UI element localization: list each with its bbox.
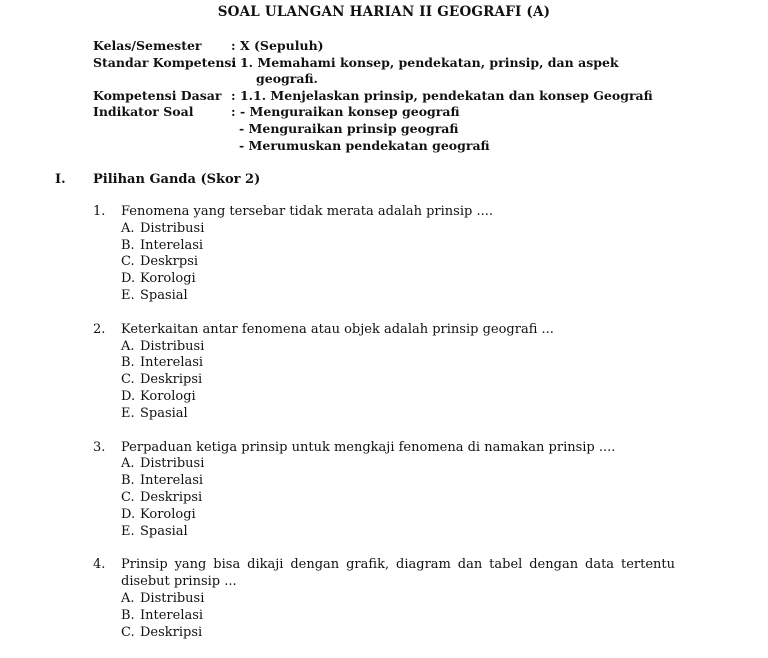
option-letter: C. bbox=[121, 489, 135, 505]
answer-options bbox=[93, 339, 675, 423]
question-text: Prinsip yang bisa dikaji dengan grafik, diagram dan tabel dengan data tertentu disebut prinsip ... bbox=[121, 557, 675, 590]
option-text: Korologi bbox=[140, 388, 196, 404]
option-letter: D. bbox=[121, 388, 136, 404]
option-text: Distribusi bbox=[140, 590, 205, 606]
option-text: Spasial bbox=[140, 405, 188, 421]
kompetensi-dasar-row bbox=[93, 88, 653, 105]
answer-option bbox=[121, 473, 675, 490]
option-letter: D. bbox=[121, 506, 136, 522]
question-item bbox=[93, 557, 675, 641]
answer-option bbox=[121, 507, 675, 524]
question-item bbox=[93, 204, 675, 305]
document-title: SOAL ULANGAN HARIAN II GEOGRAFI (A) bbox=[217, 4, 551, 20]
section-title: Pilihan Ganda (Skor 2) bbox=[93, 172, 261, 187]
option-text: Interelasi bbox=[140, 607, 204, 623]
standar-kompetensi-row bbox=[93, 55, 653, 72]
option-letter: D. bbox=[121, 271, 136, 287]
option-text: Deskripsi bbox=[140, 372, 203, 388]
option-letter: A. bbox=[121, 338, 135, 354]
question-item bbox=[93, 440, 675, 541]
section-number: I. bbox=[55, 172, 66, 187]
option-text: Deskrpsi bbox=[140, 254, 199, 270]
answer-options bbox=[93, 221, 675, 305]
indikator-soal-row bbox=[93, 104, 653, 121]
answer-option bbox=[121, 271, 675, 288]
question-text: Keterkaitan antar fenomena atau objek adalah prinsip geografi ... bbox=[121, 321, 554, 337]
kelas-row bbox=[93, 38, 653, 55]
option-text: Interelasi bbox=[140, 355, 204, 371]
question-item bbox=[93, 322, 675, 423]
indikator-soal-value: : - Menguraikan konsep geografi bbox=[231, 104, 460, 120]
indikator-item-3: - Merumuskan pendekatan geografi bbox=[239, 137, 490, 153]
option-letter: C. bbox=[121, 624, 135, 640]
question-number: 3. bbox=[93, 439, 106, 455]
option-text: Spasial bbox=[140, 523, 188, 539]
answer-options bbox=[93, 456, 675, 540]
option-text: Interelasi bbox=[140, 237, 204, 253]
answer-option bbox=[121, 524, 675, 541]
option-letter: B. bbox=[121, 607, 135, 623]
answer-option bbox=[121, 406, 675, 423]
answer-option bbox=[121, 389, 675, 406]
question-number: 2. bbox=[93, 321, 106, 337]
option-text: Deskripsi bbox=[140, 624, 203, 640]
question-text: Fenomena yang tersebar tidak merata adalah prinsip .... bbox=[121, 204, 493, 219]
answer-option bbox=[121, 355, 675, 372]
option-text: Deskripsi bbox=[140, 489, 203, 505]
option-letter: A. bbox=[121, 456, 135, 472]
answer-option bbox=[121, 339, 675, 356]
question-list bbox=[93, 204, 675, 658]
question-stem bbox=[93, 204, 675, 221]
standar-kompetensi-continuation: geografi. bbox=[256, 71, 318, 87]
answer-option bbox=[121, 288, 675, 305]
option-text: Distribusi bbox=[140, 338, 205, 354]
option-letter: E. bbox=[121, 523, 135, 539]
kelas-value: : X (Sepuluh) bbox=[231, 38, 324, 53]
answer-option bbox=[121, 254, 675, 271]
answer-option bbox=[121, 238, 675, 255]
question-stem bbox=[93, 557, 675, 591]
question-number: 4. bbox=[93, 557, 106, 573]
question-number: 1. bbox=[93, 204, 106, 219]
answer-option bbox=[121, 221, 675, 238]
question-stem bbox=[93, 440, 675, 457]
question-text: Perpaduan ketiga prinsip untuk mengkaji fenomena di namakan prinsip .... bbox=[121, 439, 616, 455]
standar-kompetensi-value: : 1. Memahami konsep, pendekatan, prinsip, dan aspek bbox=[231, 54, 619, 70]
answer-option bbox=[121, 625, 675, 642]
option-text: Interelasi bbox=[140, 473, 204, 489]
answer-option bbox=[121, 490, 675, 507]
option-letter: E. bbox=[121, 287, 135, 303]
option-text: Distribusi bbox=[140, 456, 205, 472]
kelas-label: Kelas/Semester bbox=[93, 38, 202, 53]
option-text: Korologi bbox=[140, 271, 196, 287]
question-stem bbox=[93, 322, 675, 339]
answer-option bbox=[121, 608, 675, 625]
standar-kompetensi-label: Standar Kompetensi bbox=[93, 54, 237, 70]
option-text: Spasial bbox=[140, 287, 188, 303]
option-letter: E. bbox=[121, 405, 135, 421]
option-letter: C. bbox=[121, 372, 135, 388]
option-letter: B. bbox=[121, 237, 135, 253]
option-letter: A. bbox=[121, 590, 135, 606]
option-text: Korologi bbox=[140, 506, 196, 522]
option-letter: A. bbox=[121, 220, 135, 236]
option-text: Distribusi bbox=[140, 220, 205, 236]
option-letter: B. bbox=[121, 473, 135, 489]
kompetensi-dasar-value: : 1.1. Menjelaskan prinsip, pendekatan dan konsep Geografi bbox=[231, 87, 653, 103]
answer-option bbox=[121, 456, 675, 473]
indikator-item-2: - Menguraikan prinsip geografi bbox=[239, 120, 459, 136]
kompetensi-dasar-label: Kompetensi Dasar bbox=[93, 87, 222, 103]
header-info bbox=[93, 38, 653, 154]
answer-options bbox=[93, 591, 675, 641]
option-letter: B. bbox=[121, 355, 135, 371]
indikator-soal-label: Indikator Soal bbox=[93, 104, 194, 120]
option-letter: C. bbox=[121, 254, 135, 270]
answer-option bbox=[121, 372, 675, 389]
answer-option bbox=[121, 591, 675, 608]
